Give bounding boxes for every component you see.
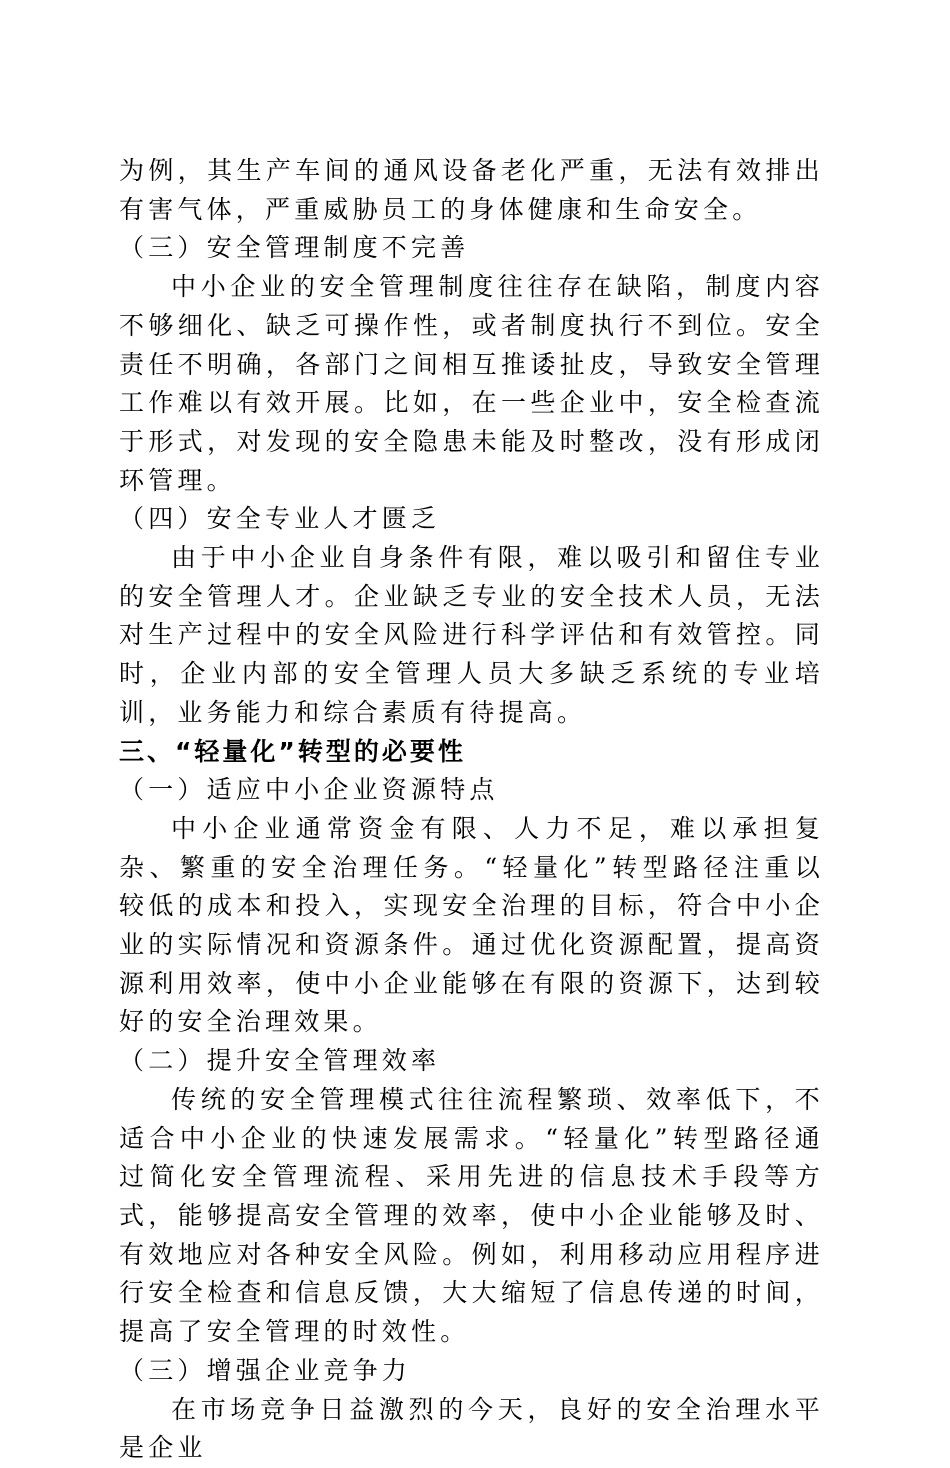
document-body <box>119 152 824 1468</box>
subheading-efficiency: （二）提升安全管理效率 <box>119 1046 441 1076</box>
paragraph-safety-system: 中小企业的安全管理制度往往存在缺陷，制度内容不够细化、缺乏可操作性，或者制度执行不到位。安全责任不明确，各部门之间相互推诿扯皮，导致安全管理工作难以有效开展。比如，在一些企业中，安全检查流于形式，对发现的安全隐患未能及时整改，没有形成闭环管理。 <box>119 272 824 495</box>
paragraph-talent-shortage: 由于中小企业自身条件有限，难以吸引和留住专业的安全管理人才。企业缺乏专业的安全技术人员，无法对生产过程中的安全风险进行科学评估和有效管控。同时，企业内部的安全管理人员大多缺乏系统的专业培训，业务能力和综合素质有待提高。 <box>119 543 824 727</box>
subheading-safety-system: （三）安全管理制度不完善 <box>119 233 470 263</box>
subheading-resource-fit: （一）适应中小企业资源特点 <box>119 775 499 805</box>
section-heading-necessity: 三、“轻量化”转型的必要性 <box>119 736 466 766</box>
subheading-talent-shortage: （四）安全专业人才匮乏 <box>119 504 441 534</box>
subheading-competitiveness: （三）增强企业竞争力 <box>119 1355 412 1385</box>
paragraph-resource-fit: 中小企业通常资金有限、人力不足，难以承担复杂、繁重的安全治理任务。“轻量化”转型路径注重以较低的成本和投入，实现安全治理的目标，符合中小企业的实际情况和资源条件。通过优化资源配置，提高资源利用效率，使中小企业能够在有限的资源下，达到较好的安全治理效果。 <box>119 813 824 1037</box>
paragraph-efficiency: 传统的安全管理模式往往流程繁琐、效率低下，不适合中小企业的快速发展需求。“轻量化”转型路径通过简化安全管理流程、采用先进的信息技术手段等方式，能够提高安全管理的效率，使中小企业能够及时、有效地应对各种安全风险。例如，利用移动应用程序进行安全检查和信息反馈，大大缩短了信息传递的时间，提高了安全管理的时效性。 <box>119 1084 824 1347</box>
continuation-paragraph: 为例，其生产车间的通风设备老化严重，无法有效排出有害气体，严重威胁员工的身体健康和生命安全。 <box>119 156 824 224</box>
paragraph-competitiveness: 在市场竞争日益激烈的今天，良好的安全治理水平是企业 <box>119 1394 824 1463</box>
